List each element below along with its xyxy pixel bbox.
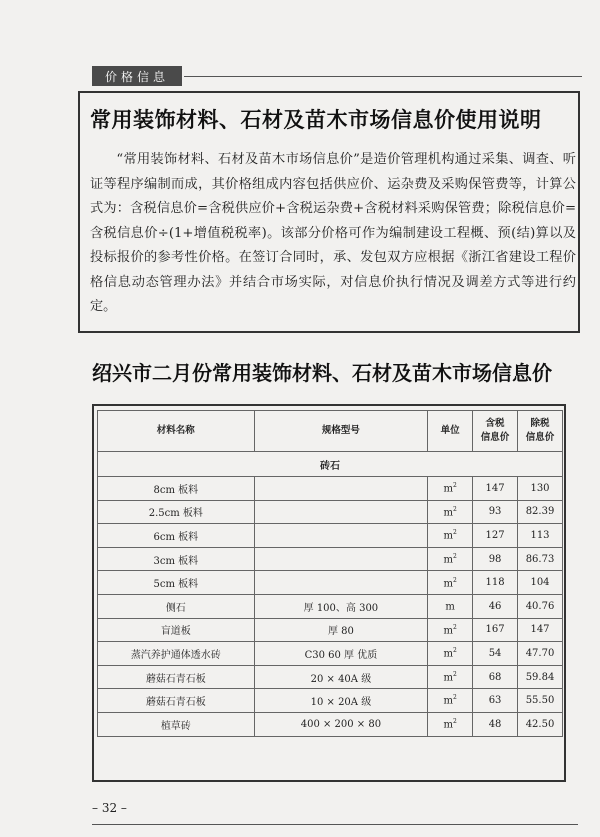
table-header-row [98,411,563,452]
cell-tax-excl: 130 [518,477,563,501]
cell-name: 蒸汽养护通体透水砖 [98,642,255,666]
cell-tax-incl: 118 [473,571,518,595]
cell-tax-excl: 59.84 [518,665,563,689]
category-label: 砖石 [98,452,563,477]
cell-unit: m [428,594,473,618]
cell-tax-excl: 42.50 [518,712,563,736]
cell-tax-excl: 40.76 [518,594,563,618]
cell-spec: 20 × 40A 级 [254,665,428,689]
cell-tax-incl: 93 [473,500,518,524]
section-tag: 价格信息 [92,66,182,86]
table-row [98,642,563,666]
cell-tax-excl: 147 [518,618,563,642]
cell-unit: $m^2$ [428,642,473,666]
table-row [98,665,563,689]
cell-tax-incl: 54 [473,642,518,666]
cell-tax-incl: 63 [473,689,518,713]
cell-spec [254,500,428,524]
cell-unit: $m^2$ [428,665,473,689]
cell-name: 6cm 板料 [98,524,255,548]
header-tax-incl-line2: 信息价 [480,432,510,443]
cell-spec [254,571,428,595]
table-row [98,571,563,595]
cell-name: 植草砖 [98,712,255,736]
cell-spec [254,524,428,548]
cell-tax-incl: 98 [473,547,518,571]
cell-name: 8cm 板料 [98,477,255,501]
intro-title: 常用装饰材料、石材及苗木市场信息价使用说明 [90,108,542,132]
cell-tax-excl: 47.70 [518,642,563,666]
cell-tax-incl: 147 [473,477,518,501]
table-row [98,524,563,548]
cell-unit: $m^2$ [428,524,473,548]
cell-spec: 400 × 200 × 80 [254,712,428,736]
category-row [98,452,563,477]
cell-unit: $m^2$ [428,500,473,524]
cell-tax-incl: 127 [473,524,518,548]
cell-spec [254,547,428,571]
table-title: 绍兴市二月份常用装饰材料、石材及苗木市场信息价 [92,361,552,385]
header-rule [184,76,582,77]
cell-spec: 厚 100、高 300 [254,594,428,618]
cell-name: 蘑菇石青石板 [98,665,255,689]
cell-unit: $m^2$ [428,547,473,571]
header-tax-incl-line1: 含税 [485,418,505,429]
cell-spec [254,477,428,501]
cell-unit: $m^2$ [428,712,473,736]
price-table [97,410,563,737]
cell-spec: 厚 80 [254,618,428,642]
cell-tax-excl: 86.73 [518,547,563,571]
cell-tax-incl: 167 [473,618,518,642]
table-row [98,500,563,524]
header-tax-excl-line1: 除税 [530,418,550,429]
header-tax-incl [473,411,518,452]
cell-name: 盲道板 [98,618,255,642]
cell-unit: $m^2$ [428,571,473,595]
cell-tax-incl: 68 [473,665,518,689]
cell-tax-incl: 46 [473,594,518,618]
cell-tax-excl: 113 [518,524,563,548]
cell-unit: $m^2$ [428,618,473,642]
table-row [98,712,563,736]
table-row [98,547,563,571]
footer-rule [92,824,578,825]
table-row [98,594,563,618]
page-number: – 32 – [92,801,127,815]
cell-name: 2.5cm 板料 [98,500,255,524]
header-name: 材料名称 [98,411,255,452]
table-row [98,618,563,642]
header-tax-excl [518,411,563,452]
intro-body: “常用装饰材料、石材及苗木市场信息价”是造价管理机构通过采集、调查、听证等程序编制而成，其价格组成内容包括供应价、运杂费及采购保管费等，计算公式为：含税信息价=含税供应价+含税运杂费+含税材料采购保管费；除税信息价=含税信息价÷(1+增值税税率)。该部分价格可作为编制建设工程概、预(结)算以及投标报价的参考性价格。在签订合同时，承、发包双方应根据《浙江省建设工程价格信息动态管理办法》并结合市场实际，对信息价执行情况及调差方式等进行约定。 [90,152,576,314]
table-row [98,477,563,501]
cell-spec: C30 60 厚 优质 [254,642,428,666]
cell-tax-excl: 104 [518,571,563,595]
header-unit: 单位 [428,411,473,452]
cell-name: 蘑菇石青石板 [98,689,255,713]
cell-unit: $m^2$ [428,477,473,501]
cell-tax-incl: 48 [473,712,518,736]
cell-name: 侧石 [98,594,255,618]
header-tax-excl-line2: 信息价 [525,432,555,443]
cell-spec: 10 × 20A 级 [254,689,428,713]
cell-tax-excl: 82.39 [518,500,563,524]
cell-unit: $m^2$ [428,689,473,713]
cell-name: 3cm 板料 [98,547,255,571]
cell-name: 5cm 板料 [98,571,255,595]
cell-tax-excl: 55.50 [518,689,563,713]
table-row [98,689,563,713]
header-spec: 规格型号 [254,411,428,452]
